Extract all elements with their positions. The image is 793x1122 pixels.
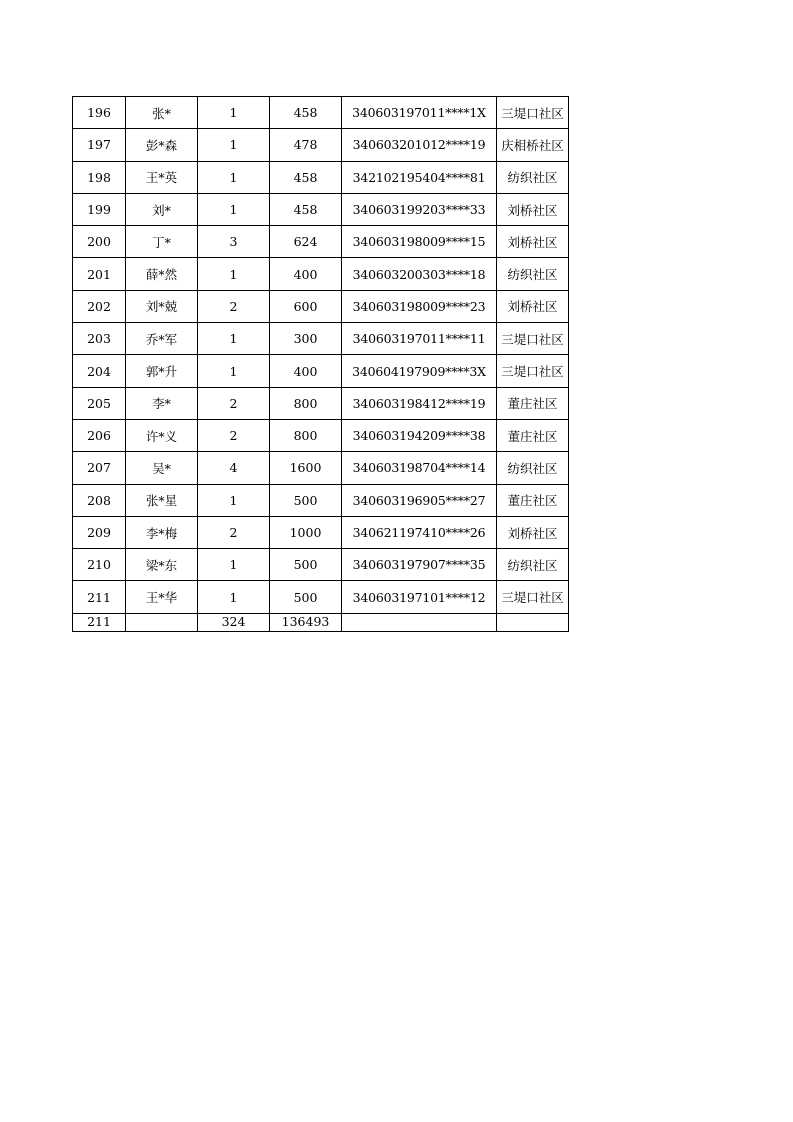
cell-id-number: 340603198412****19	[342, 387, 497, 419]
cell-name: 张*星	[126, 484, 198, 516]
cell-amount: 624	[270, 226, 342, 258]
cell-serial-number: 202	[73, 290, 126, 322]
cell-name: 郭*升	[126, 355, 198, 387]
cell-id-number: 340603201012****19	[342, 129, 497, 161]
cell-id-number: 340603197907****35	[342, 549, 497, 581]
cell-serial-number: 198	[73, 161, 126, 193]
cell-community: 纺织社区	[497, 161, 569, 193]
cell-name: 乔*军	[126, 323, 198, 355]
totals-row	[73, 613, 569, 631]
cell-amount: 1000	[270, 516, 342, 548]
cell-community: 董庄社区	[497, 419, 569, 451]
cell-id-number: 340604197909****3X	[342, 355, 497, 387]
cell-serial-number: 201	[73, 258, 126, 290]
cell-community: 刘桥社区	[497, 290, 569, 322]
recipient-table	[72, 96, 569, 632]
cell-household-count: 2	[198, 387, 270, 419]
cell-household-count: 4	[198, 452, 270, 484]
cell-community: 纺织社区	[497, 549, 569, 581]
cell-id-number: 340603194209****38	[342, 419, 497, 451]
cell-community: 董庄社区	[497, 484, 569, 516]
table-row	[73, 129, 569, 161]
table-row	[73, 355, 569, 387]
cell-amount: 500	[270, 581, 342, 613]
cell-serial-number: 211	[73, 581, 126, 613]
cell-serial-number: 205	[73, 387, 126, 419]
cell-household-count: 1	[198, 549, 270, 581]
table-row	[73, 387, 569, 419]
cell-name: 刘*	[126, 193, 198, 225]
cell-community: 三堤口社区	[497, 323, 569, 355]
cell-household-count: 1	[198, 323, 270, 355]
cell-name: 李*	[126, 387, 198, 419]
total-community	[497, 613, 569, 631]
cell-community: 刘桥社区	[497, 516, 569, 548]
cell-community: 三堤口社区	[497, 355, 569, 387]
cell-community: 三堤口社区	[497, 581, 569, 613]
cell-community: 纺织社区	[497, 452, 569, 484]
cell-serial-number: 196	[73, 97, 126, 129]
total-household-count: 324	[198, 613, 270, 631]
cell-serial-number: 208	[73, 484, 126, 516]
cell-household-count: 1	[198, 581, 270, 613]
cell-serial-number: 206	[73, 419, 126, 451]
cell-name: 彭*森	[126, 129, 198, 161]
total-id-number	[342, 613, 497, 631]
table-row	[73, 290, 569, 322]
cell-household-count: 1	[198, 97, 270, 129]
cell-amount: 1600	[270, 452, 342, 484]
cell-amount: 458	[270, 161, 342, 193]
cell-household-count: 3	[198, 226, 270, 258]
cell-amount: 458	[270, 193, 342, 225]
table-row	[73, 161, 569, 193]
cell-household-count: 1	[198, 484, 270, 516]
cell-id-number: 340603197011****1X	[342, 97, 497, 129]
table-row	[73, 452, 569, 484]
table-row	[73, 516, 569, 548]
cell-community: 三堤口社区	[497, 97, 569, 129]
cell-name: 丁*	[126, 226, 198, 258]
cell-id-number: 342102195404****81	[342, 161, 497, 193]
cell-household-count: 2	[198, 290, 270, 322]
cell-serial-number: 210	[73, 549, 126, 581]
cell-name: 李*梅	[126, 516, 198, 548]
cell-household-count: 1	[198, 193, 270, 225]
cell-name: 张*	[126, 97, 198, 129]
cell-serial-number: 203	[73, 323, 126, 355]
cell-serial-number: 197	[73, 129, 126, 161]
cell-id-number: 340603199203****33	[342, 193, 497, 225]
cell-id-number: 340603198704****14	[342, 452, 497, 484]
table-row	[73, 323, 569, 355]
cell-household-count: 2	[198, 419, 270, 451]
cell-name: 王*英	[126, 161, 198, 193]
cell-community: 纺织社区	[497, 258, 569, 290]
table-row	[73, 226, 569, 258]
cell-serial-number: 209	[73, 516, 126, 548]
cell-amount: 500	[270, 484, 342, 516]
cell-community: 董庄社区	[497, 387, 569, 419]
total-name	[126, 613, 198, 631]
table-row	[73, 581, 569, 613]
cell-household-count: 1	[198, 129, 270, 161]
table-row	[73, 97, 569, 129]
cell-name: 梁*东	[126, 549, 198, 581]
cell-amount: 300	[270, 323, 342, 355]
table-row	[73, 549, 569, 581]
cell-amount: 458	[270, 97, 342, 129]
cell-community: 刘桥社区	[497, 193, 569, 225]
cell-id-number: 340603198009****23	[342, 290, 497, 322]
table-row	[73, 193, 569, 225]
cell-amount: 400	[270, 258, 342, 290]
cell-amount: 600	[270, 290, 342, 322]
table-row	[73, 258, 569, 290]
cell-amount: 800	[270, 419, 342, 451]
cell-name: 许*义	[126, 419, 198, 451]
cell-household-count: 2	[198, 516, 270, 548]
cell-name: 刘*兢	[126, 290, 198, 322]
cell-name: 王*华	[126, 581, 198, 613]
cell-amount: 500	[270, 549, 342, 581]
cell-id-number: 340603198009****15	[342, 226, 497, 258]
total-amount: 136493	[270, 613, 342, 631]
cell-serial-number: 199	[73, 193, 126, 225]
cell-id-number: 340603197011****11	[342, 323, 497, 355]
cell-serial-number: 207	[73, 452, 126, 484]
cell-amount: 478	[270, 129, 342, 161]
cell-id-number: 340603200303****18	[342, 258, 497, 290]
cell-name: 吴*	[126, 452, 198, 484]
cell-id-number: 340603196905****27	[342, 484, 497, 516]
cell-amount: 400	[270, 355, 342, 387]
total-serial-number: 211	[73, 613, 126, 631]
recipient-table-body	[73, 97, 569, 632]
cell-serial-number: 200	[73, 226, 126, 258]
cell-id-number: 340621197410****26	[342, 516, 497, 548]
table-row	[73, 419, 569, 451]
cell-amount: 800	[270, 387, 342, 419]
cell-id-number: 340603197101****12	[342, 581, 497, 613]
cell-community: 刘桥社区	[497, 226, 569, 258]
cell-household-count: 1	[198, 258, 270, 290]
cell-community: 庆相桥社区	[497, 129, 569, 161]
cell-serial-number: 204	[73, 355, 126, 387]
cell-household-count: 1	[198, 355, 270, 387]
table-row	[73, 484, 569, 516]
cell-household-count: 1	[198, 161, 270, 193]
cell-name: 薛*然	[126, 258, 198, 290]
